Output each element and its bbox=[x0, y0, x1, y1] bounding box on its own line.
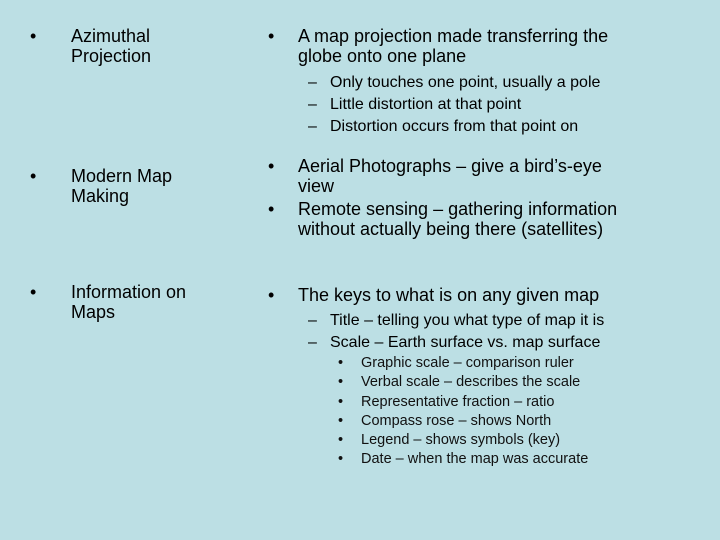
item-line: view bbox=[298, 176, 335, 196]
sub-sub-item-text: Graphic scale – comparison ruler bbox=[361, 355, 574, 371]
bullet-marker: • bbox=[338, 432, 344, 449]
bullet-marker: • bbox=[268, 199, 275, 219]
item-line: Aerial Photographs – give a bird’s-eye bbox=[298, 156, 602, 176]
dash-marker: – bbox=[308, 74, 317, 91]
term-bullet: • bbox=[30, 26, 37, 46]
item-line: The keys to what is on any given map bbox=[298, 285, 600, 305]
sub-item-text: Scale – Earth surface vs. map surface bbox=[330, 334, 601, 351]
bullet-marker: • bbox=[268, 156, 275, 176]
sub-item-text: Only touches one point, usually a pole bbox=[330, 74, 601, 91]
dash-marker: – bbox=[308, 96, 317, 113]
bullet-marker: • bbox=[338, 355, 344, 371]
bullet-marker: • bbox=[338, 393, 344, 410]
sub-item bbox=[268, 310, 698, 332]
term-information-on-maps bbox=[30, 282, 220, 322]
sub-sub-item bbox=[268, 450, 698, 469]
term-bullet: • bbox=[30, 166, 37, 186]
bullet-marker: • bbox=[268, 285, 275, 305]
sub-item-text: Distortion occurs from that point on bbox=[330, 118, 579, 135]
bullet-item bbox=[268, 26, 698, 66]
sub-item bbox=[268, 332, 698, 354]
sub-item-text: Title – telling you what type of map it is bbox=[330, 312, 605, 329]
sub-sub-item bbox=[268, 412, 698, 431]
sub-sub-item bbox=[268, 431, 698, 450]
description-modern-map-making bbox=[268, 156, 698, 239]
sub-item bbox=[268, 94, 698, 116]
sub-item-text: Little distortion at that point bbox=[330, 96, 522, 113]
sub-item bbox=[268, 116, 698, 138]
term-line: Azimuthal bbox=[71, 26, 151, 46]
dash-marker: – bbox=[308, 312, 317, 329]
item-line: without actually being there (satellites) bbox=[298, 219, 604, 239]
bullet-marker: • bbox=[268, 26, 275, 46]
sub-sub-item-text: Compass rose – shows North bbox=[361, 412, 552, 429]
term-line: Projection bbox=[71, 46, 152, 66]
dash-marker: – bbox=[308, 334, 317, 351]
term-line: Modern Map bbox=[71, 166, 173, 186]
item-line: globe onto one plane bbox=[298, 46, 467, 66]
sub-sub-item-text: Legend – shows symbols (key) bbox=[361, 432, 561, 449]
bullet-marker: • bbox=[338, 412, 344, 429]
term-line: Making bbox=[71, 186, 130, 206]
term-azimuthal-projection bbox=[30, 26, 220, 66]
term-bullet: • bbox=[30, 282, 37, 302]
bullet-item bbox=[268, 285, 698, 305]
sub-sub-item bbox=[268, 373, 698, 392]
bullet-marker: • bbox=[338, 374, 344, 391]
dash-marker: – bbox=[308, 118, 317, 135]
bullet-marker: • bbox=[338, 451, 344, 468]
description-azimuthal-projection bbox=[268, 26, 698, 138]
term-line: Information on bbox=[71, 282, 187, 302]
term-modern-map-making bbox=[30, 166, 220, 206]
sub-sub-item bbox=[268, 354, 698, 373]
sub-sub-item-text: Representative fraction – ratio bbox=[361, 393, 555, 410]
sub-sub-item-text: Verbal scale – describes the scale bbox=[361, 374, 581, 391]
bullet-item bbox=[268, 199, 698, 239]
item-line: A map projection made transferring the bbox=[298, 26, 609, 46]
sub-sub-item bbox=[268, 393, 698, 412]
term-line: Maps bbox=[71, 302, 116, 322]
bullet-item bbox=[268, 156, 698, 196]
sub-item bbox=[268, 72, 698, 94]
sub-sub-item-text: Date – when the map was accurate bbox=[361, 451, 589, 468]
item-line: Remote sensing – gathering information bbox=[298, 199, 618, 219]
description-information-on-maps bbox=[268, 285, 698, 470]
